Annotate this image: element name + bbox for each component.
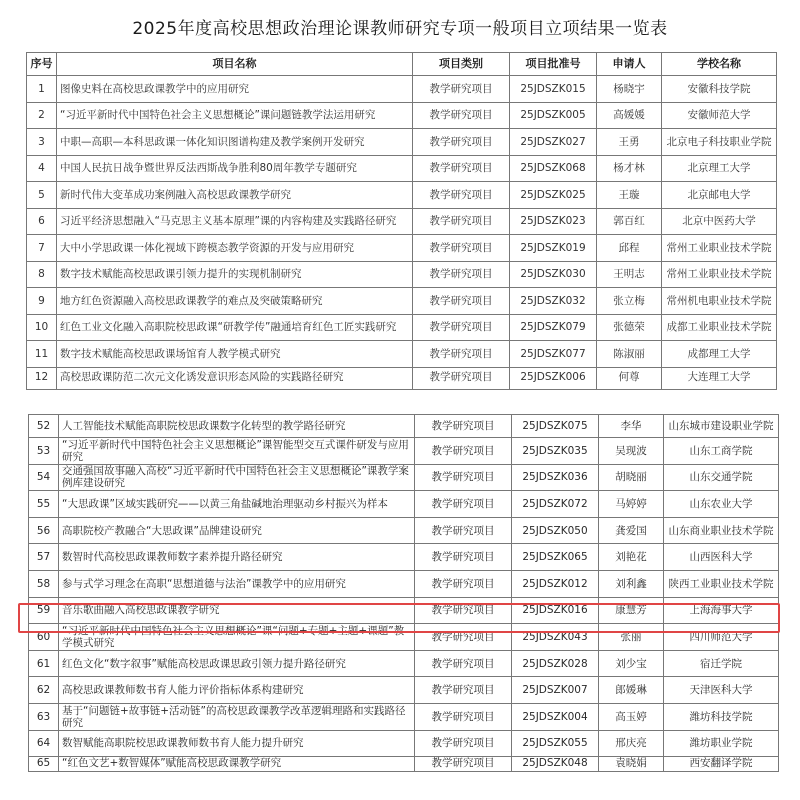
table-row [29,464,779,491]
approval-number-cell: 25JDSZK025 [510,182,597,209]
table-row [27,341,777,368]
serial-cell: 11 [27,341,57,368]
results-table-top [26,52,777,390]
approval-number-cell: 25JDSZK019 [510,235,597,262]
table-row [29,415,779,438]
serial-cell: 8 [27,261,57,288]
approval-number-cell: 25JDSZK055 [512,730,599,757]
table-row [29,730,779,757]
applicant-cell: 刘少宝 [599,650,664,677]
applicant-cell: 杨才林 [597,155,662,182]
school-cell: 山西医科大学 [664,544,779,571]
applicant-cell: 胡晓丽 [599,464,664,491]
project-name-cell: 数字技术赋能高校思政课场馆育人教学模式研究 [57,341,413,368]
table-row [27,102,777,129]
applicant-cell: 郎媛琳 [599,677,664,704]
school-cell: 北京中医药大学 [662,208,777,235]
project-name-cell: 参与式学习理念在高职“思想道德与法治”课教学中的应用研究 [59,570,415,597]
table-row-highlighted [29,597,779,624]
school-cell: 北京邮电大学 [662,182,777,209]
project-name-cell: 基于“问题链+故事链+活动链”的高校思政课教学改革逻辑理路和实践路径研究 [59,703,415,730]
approval-number-cell: 25JDSZK075 [512,415,599,438]
category-cell: 教学研究项目 [413,182,510,209]
school-cell: 成都工业职业技术学院 [662,314,777,341]
school-cell: 山东交通学院 [664,464,779,491]
project-name-cell: 习近平经济思想融入“马克思主义基本原理”课的内容构建及实践路径研究 [57,208,413,235]
school-cell: 潍坊科技学院 [664,703,779,730]
category-cell: 教学研究项目 [413,367,510,389]
serial-cell: 62 [29,677,59,704]
applicant-cell: 何尊 [597,367,662,389]
project-name-cell: 图像史料在高校思政课教学中的应用研究 [57,76,413,103]
school-cell: 常州机电职业技术学院 [662,288,777,315]
category-cell: 教学研究项目 [413,76,510,103]
school-cell: 山东农业大学 [664,491,779,518]
approval-number-cell: 25JDSZK068 [510,155,597,182]
approval-number-cell: 25JDSZK005 [510,102,597,129]
serial-cell: 56 [29,517,59,544]
project-name-cell: 高职院校产教融合“大思政课”品牌建设研究 [59,517,415,544]
approval-number-cell: 25JDSZK072 [512,491,599,518]
section-gap [0,398,800,414]
approval-number-cell: 25JDSZK006 [510,367,597,389]
school-cell: 上海海事大学 [664,597,779,624]
approval-number-cell: 25JDSZK016 [512,597,599,624]
serial-cell: 1 [27,76,57,103]
category-cell: 教学研究项目 [415,703,512,730]
table-row [29,517,779,544]
serial-cell: 4 [27,155,57,182]
table-row [27,155,777,182]
school-cell: 西安翻译学院 [664,757,779,772]
school-cell: 天津医科大学 [664,677,779,704]
category-cell: 教学研究项目 [415,438,512,465]
table-row [27,208,777,235]
approval-number-cell: 25JDSZK030 [510,261,597,288]
category-cell: 教学研究项目 [415,650,512,677]
school-cell: 潍坊职业学院 [664,730,779,757]
serial-cell: 12 [27,367,57,389]
school-cell: 常州工业职业技术学院 [662,261,777,288]
applicant-cell: 康慧芳 [599,597,664,624]
serial-cell: 58 [29,570,59,597]
applicant-cell: 杨晓宇 [597,76,662,103]
category-cell: 教学研究项目 [415,597,512,624]
column-header: 项目批准号 [510,53,597,76]
category-cell: 教学研究项目 [413,129,510,156]
applicant-cell: 袁晓娟 [599,757,664,772]
applicant-cell: 吴现波 [599,438,664,465]
applicant-cell: 邢庆亮 [599,730,664,757]
project-name-cell: 高校思政课防范二次元文化诱发意识形态风险的实践路径研究 [57,367,413,389]
table-row [29,677,779,704]
approval-number-cell: 25JDSZK077 [510,341,597,368]
table-row [27,235,777,262]
project-name-cell: “红色文艺+数智媒体”赋能高校思政课教学研究 [59,757,415,772]
applicant-cell: 张立梅 [597,288,662,315]
category-cell: 教学研究项目 [413,155,510,182]
school-cell: 陕西工业职业技术学院 [664,570,779,597]
serial-cell: 5 [27,182,57,209]
applicant-cell: 王明志 [597,261,662,288]
serial-cell: 65 [29,757,59,772]
applicant-cell: 王勇 [597,129,662,156]
school-cell: 成都理工大学 [662,341,777,368]
category-cell: 教学研究项目 [415,730,512,757]
category-cell: 教学研究项目 [415,415,512,438]
project-name-cell: “习近平新时代中国特色社会主义思想概论”课智能型交互式课件研发与应用研究 [59,438,415,465]
approval-number-cell: 25JDSZK048 [512,757,599,772]
category-cell: 教学研究项目 [415,570,512,597]
serial-cell: 2 [27,102,57,129]
serial-cell: 63 [29,703,59,730]
serial-cell: 60 [29,624,59,651]
project-name-cell: “习近平新时代中国特色社会主义思想概论”课“问题+专题+主题+课题”教学模式研究 [59,624,415,651]
applicant-cell: 陈淑丽 [597,341,662,368]
approval-number-cell: 25JDSZK050 [512,517,599,544]
table-row [29,624,779,651]
table-row [27,76,777,103]
table-row [27,288,777,315]
project-name-cell: 数智时代高校思政课教师数字素养提升路径研究 [59,544,415,571]
column-header: 申请人 [597,53,662,76]
project-name-cell: 大中小学思政课一体化视域下跨模态教学资源的开发与应用研究 [57,235,413,262]
school-cell: 安徽科技学院 [662,76,777,103]
table-row [27,367,777,389]
header-row [27,53,777,76]
applicant-cell: 马婷婷 [599,491,664,518]
category-cell: 教学研究项目 [415,491,512,518]
serial-cell: 6 [27,208,57,235]
project-name-cell: 数字技术赋能高校思政课引领力提升的实现机制研究 [57,261,413,288]
category-cell: 教学研究项目 [413,261,510,288]
applicant-cell: 李华 [599,415,664,438]
school-cell: 常州工业职业技术学院 [662,235,777,262]
school-cell: 山东商业职业技术学院 [664,517,779,544]
page-title: 2025年度高校思想政治理论课教师研究专项一般项目立项结果一览表 [132,19,668,39]
applicant-cell: 刘艳花 [599,544,664,571]
category-cell: 教学研究项目 [415,677,512,704]
applicant-cell: 高玉婷 [599,703,664,730]
serial-cell: 64 [29,730,59,757]
serial-cell: 57 [29,544,59,571]
approval-number-cell: 25JDSZK015 [510,76,597,103]
project-name-cell: “大思政课”区域实践研究——以黄三角盐碱地治理驱动乡村振兴为样本 [59,491,415,518]
category-cell: 教学研究项目 [415,464,512,491]
column-header: 学校名称 [662,53,777,76]
category-cell: 教学研究项目 [415,624,512,651]
category-cell: 教学研究项目 [413,341,510,368]
applicant-cell: 邱程 [597,235,662,262]
project-name-cell: 交通强国故事融入高校“习近平新时代中国特色社会主义思想概论”课教学案例库建设研究 [59,464,415,491]
serial-cell: 54 [29,464,59,491]
table-row [27,182,777,209]
serial-cell: 59 [29,597,59,624]
column-header: 项目名称 [57,53,413,76]
serial-cell: 3 [27,129,57,156]
table-row [27,261,777,288]
category-cell: 教学研究项目 [413,235,510,262]
school-cell: 山东城市建设职业学院 [664,415,779,438]
table-row [29,703,779,730]
approval-number-cell: 25JDSZK027 [510,129,597,156]
category-cell: 教学研究项目 [415,517,512,544]
project-name-cell: 红色工业文化融入高职院校思政课“研教学传”融通培育红色工匠实践研究 [57,314,413,341]
serial-cell: 52 [29,415,59,438]
table-row [29,570,779,597]
approval-number-cell: 25JDSZK004 [512,703,599,730]
project-name-cell: 高校思政课教师数书育人能力评价指标体系构建研究 [59,677,415,704]
category-cell: 教学研究项目 [415,544,512,571]
category-cell: 教学研究项目 [413,314,510,341]
school-cell: 北京电子科技职业学院 [662,129,777,156]
approval-number-cell: 25JDSZK007 [512,677,599,704]
school-cell: 四川师范大学 [664,624,779,651]
project-name-cell: “习近平新时代中国特色社会主义思想概论”课问题链教学法运用研究 [57,102,413,129]
serial-cell: 9 [27,288,57,315]
school-cell: 大连理工大学 [662,367,777,389]
approval-number-cell: 25JDSZK079 [510,314,597,341]
approval-number-cell: 25JDSZK028 [512,650,599,677]
approval-number-cell: 25JDSZK032 [510,288,597,315]
project-name-cell: 红色文化“数字叙事”赋能高校思政课思政引领力提升路径研究 [59,650,415,677]
category-cell: 教学研究项目 [415,757,512,772]
applicant-cell: 郭百红 [597,208,662,235]
project-name-cell: 新时代伟大变革成功案例融入高校思政课教学研究 [57,182,413,209]
serial-cell: 55 [29,491,59,518]
approval-number-cell: 25JDSZK023 [510,208,597,235]
column-header: 项目类别 [413,53,510,76]
applicant-cell: 高媛媛 [597,102,662,129]
serial-cell: 10 [27,314,57,341]
applicant-cell: 刘利鑫 [599,570,664,597]
serial-cell: 7 [27,235,57,262]
table-row [29,491,779,518]
school-cell: 宿迁学院 [664,650,779,677]
category-cell: 教学研究项目 [413,208,510,235]
applicant-cell: 张德荣 [597,314,662,341]
project-name-cell: 音乐歌曲融入高校思政课教学研究 [59,597,415,624]
table-row [27,129,777,156]
category-cell: 教学研究项目 [413,102,510,129]
table-row [29,438,779,465]
project-name-cell: 数智赋能高职院校思政课教师数书育人能力提升研究 [59,730,415,757]
school-cell: 安徽师范大学 [662,102,777,129]
table-row [29,757,779,772]
approval-number-cell: 25JDSZK043 [512,624,599,651]
applicant-cell: 张丽 [599,624,664,651]
applicant-cell: 王璇 [597,182,662,209]
applicant-cell: 龚爱国 [599,517,664,544]
project-name-cell: 中职—高职—本科思政课一体化知识图谱构建及教学案例开发研究 [57,129,413,156]
project-name-cell: 地方红色资源融入高校思政课教学的难点及突破策略研究 [57,288,413,315]
approval-number-cell: 25JDSZK035 [512,438,599,465]
serial-cell: 53 [29,438,59,465]
approval-number-cell: 25JDSZK036 [512,464,599,491]
column-header: 序号 [27,53,57,76]
serial-cell: 61 [29,650,59,677]
school-cell: 北京理工大学 [662,155,777,182]
approval-number-cell: 25JDSZK012 [512,570,599,597]
category-cell: 教学研究项目 [413,288,510,315]
table-row [27,314,777,341]
project-name-cell: 人工智能技术赋能高职院校思政课数字化转型的教学路径研究 [59,415,415,438]
approval-number-cell: 25JDSZK065 [512,544,599,571]
results-table-bottom [28,414,779,772]
school-cell: 山东工商学院 [664,438,779,465]
project-name-cell: 中国人民抗日战争暨世界反法西斯战争胜利80周年教学专题研究 [57,155,413,182]
table-row [29,650,779,677]
table-row [29,544,779,571]
